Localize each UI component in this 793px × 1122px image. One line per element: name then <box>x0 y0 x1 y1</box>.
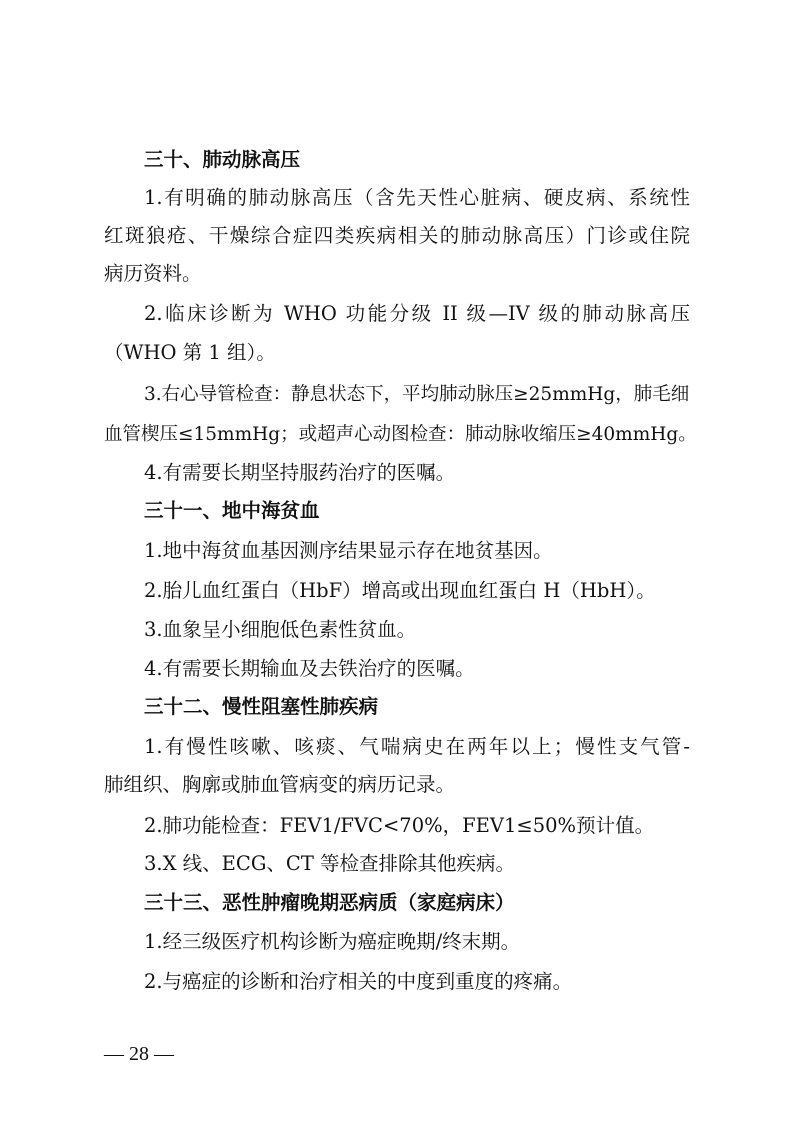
section-heading-32: 三十二、慢性阻塞性肺疾病 <box>144 695 379 718</box>
paragraph-line: 2.胎儿血红蛋白（HbF）增高或出现血红蛋白 H（HbH）。 <box>144 579 656 602</box>
paragraph-line: 红斑狼疮、干燥综合症四类疾病相关的肺动脉高压）门诊或住院 <box>104 224 690 247</box>
paragraph-line: 1.经三级医疗机构诊断为癌症晚期/终末期。 <box>144 930 521 953</box>
section-heading-31: 三十一、地中海贫血 <box>144 499 320 522</box>
paragraph-line: 3.X 线、ECG、CT 等检查排除其他疾病。 <box>144 852 516 875</box>
paragraph-line: 2.肺功能检查：FEV1/FVC<70%，FEV1≤50%预计值。 <box>144 814 655 837</box>
paragraph-line: 1.有明确的肺动脉高压（含先天性心脏病、硬皮病、系统性 <box>144 186 690 209</box>
paragraph-line: 3.血象呈小细胞低色素性贫血。 <box>144 618 417 641</box>
paragraph-line: 2.临床诊断为 WHO 功能分级 II 级—IV 级的肺动脉高压 <box>144 302 690 325</box>
section-heading-30: 三十、肺动脉高压 <box>144 148 301 171</box>
paragraph-line: 1.有慢性咳嗽、咳痰、气喘病史在两年以上；慢性支气管- <box>144 735 690 758</box>
section-heading-33: 三十三、恶性肿瘤晚期恶病质（家庭病床） <box>144 891 515 914</box>
paragraph-line: 病历资料。 <box>104 262 202 285</box>
paragraph-line: 2.与癌症的诊断和治疗相关的中度到重度的疼痛。 <box>144 970 573 993</box>
paragraph-line: （WHO 第 1 组）。 <box>104 341 276 364</box>
paragraph-line: 血管楔压≤15mmHg；或超声心动图检查：肺动脉收缩压≥40mmHg。 <box>104 424 697 445</box>
paragraph-line: 肺组织、胸廓或肺血管病变的病历记录。 <box>104 773 456 796</box>
paragraph-line: 4.有需要长期坚持服药治疗的医嘱。 <box>144 461 456 484</box>
paragraph-line: 4.有需要长期输血及去铁治疗的医嘱。 <box>144 657 475 680</box>
paragraph-line: 1.地中海贫血基因测序结果显示存在地贫基因。 <box>144 539 553 562</box>
page-number: — 28 — <box>104 1043 174 1065</box>
paragraph-line: 3.右心导管检查：静息状态下，平均肺动脉压≥25mmHg，肺毛细 <box>144 384 690 405</box>
